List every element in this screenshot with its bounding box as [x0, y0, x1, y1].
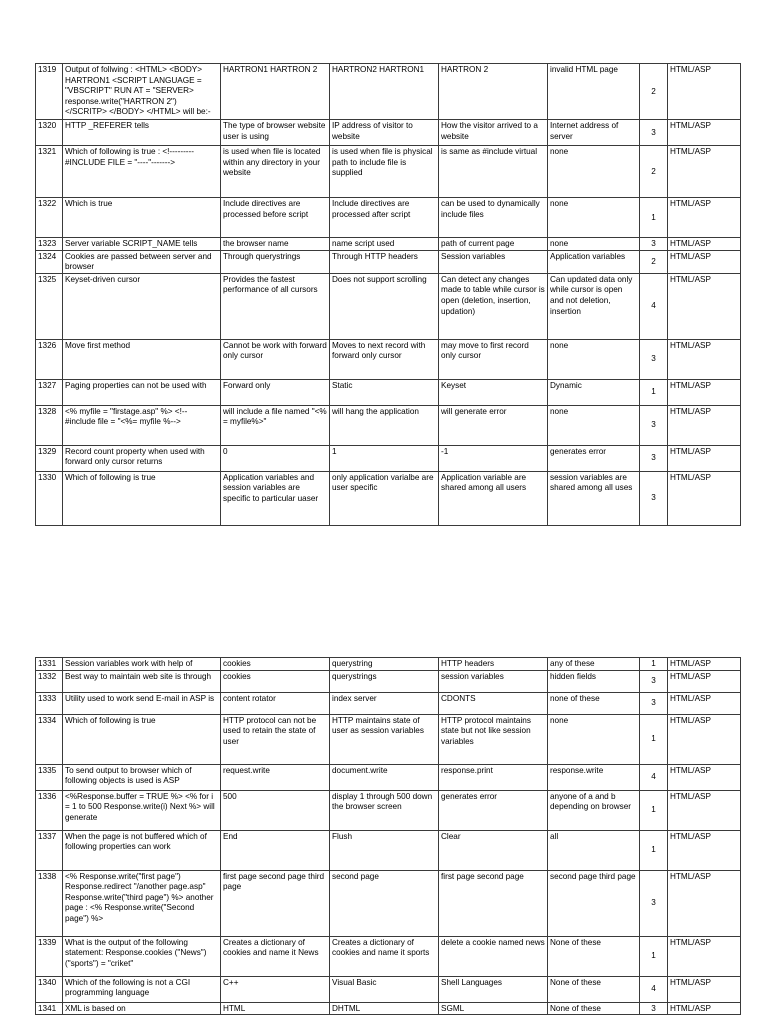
question-number: 1334	[36, 714, 63, 764]
option-d: Application variables	[548, 250, 640, 273]
question-number: 1332	[36, 670, 63, 692]
option-d: None of these	[548, 976, 640, 1002]
option-b: is used when file is physical path to include file is supplied	[330, 146, 439, 198]
option-a: HTTP protocol can not be used to retain the state of user	[221, 714, 330, 764]
category: HTML/ASP	[668, 339, 741, 379]
question-text: Cookies are passed between server and browser	[63, 250, 221, 273]
question-text: <%Response.buffer = TRUE %> <% for i = 1 to 500 Response.write(i) Next %> will generate	[63, 790, 221, 830]
answer-key: 1	[640, 198, 668, 238]
question-number: 1339	[36, 936, 63, 976]
option-b: DHTML	[330, 1002, 439, 1015]
option-a: End	[221, 830, 330, 870]
question-number: 1322	[36, 198, 63, 238]
question-row	[36, 64, 741, 120]
question-row	[36, 198, 741, 238]
question-row	[36, 146, 741, 198]
answer-key: 3	[640, 405, 668, 445]
option-b: document.write	[330, 764, 439, 790]
category: HTML/ASP	[668, 146, 741, 198]
option-c: path of current page	[439, 238, 548, 251]
option-d: none of these	[548, 692, 640, 714]
option-c: Clear	[439, 830, 548, 870]
option-b: querystrings	[330, 670, 439, 692]
option-c: generates error	[439, 790, 548, 830]
question-text: Which of following is true	[63, 471, 221, 525]
question-row	[36, 976, 741, 1002]
option-b: display 1 through 500 down the browser screen	[330, 790, 439, 830]
category: HTML/ASP	[668, 64, 741, 120]
question-text: Which of following is true : <!--------- #INCLUDE FILE = "----"------->	[63, 146, 221, 198]
option-b: Creates a dictionary of cookies and name it sports	[330, 936, 439, 976]
category: HTML/ASP	[668, 692, 741, 714]
option-a: is used when file is located within any directory in your website	[221, 146, 330, 198]
answer-key: 3	[640, 238, 668, 251]
question-number: 1336	[36, 790, 63, 830]
question-text: Which of following is true	[63, 714, 221, 764]
option-d: none	[548, 238, 640, 251]
question-number: 1329	[36, 445, 63, 471]
option-c: HTTP protocol maintains state but not like session variables	[439, 714, 548, 764]
question-text: Keyset-driven cursor	[63, 273, 221, 339]
question-row	[36, 670, 741, 692]
option-d: hidden fields	[548, 670, 640, 692]
option-a: cookies	[221, 670, 330, 692]
question-text: XML is based on	[63, 1002, 221, 1015]
answer-key: 3	[640, 339, 668, 379]
option-d: None of these	[548, 1002, 640, 1015]
option-a: HTML	[221, 1002, 330, 1015]
option-a: the browser name	[221, 238, 330, 251]
option-b: Through HTTP headers	[330, 250, 439, 273]
question-row	[36, 764, 741, 790]
answer-key: 4	[640, 976, 668, 1002]
question-number: 1337	[36, 830, 63, 870]
question-text: Session variables work with help of	[63, 658, 221, 671]
option-b: Static	[330, 379, 439, 405]
answer-key: 4	[640, 273, 668, 339]
option-b: HTTP maintains state of user as session variables	[330, 714, 439, 764]
category: HTML/ASP	[668, 238, 741, 251]
question-text: To send output to browser which of following objects is used is ASP	[63, 764, 221, 790]
option-d: anyone of a and b depending on browser	[548, 790, 640, 830]
question-row	[36, 714, 741, 764]
option-a: Include directives are processed before script	[221, 198, 330, 238]
option-d: none	[548, 714, 640, 764]
option-d: session variables are shared among all uses	[548, 471, 640, 525]
option-d: none	[548, 405, 640, 445]
option-a: first page second page third page	[221, 870, 330, 936]
category: HTML/ASP	[668, 379, 741, 405]
option-d: Can updated data only while cursor is open and not deletion, insertion	[548, 273, 640, 339]
question-text: Record count property when used with forward only cursor returns	[63, 445, 221, 471]
question-number: 1340	[36, 976, 63, 1002]
question-row	[36, 273, 741, 339]
option-a: Cannot be work with forward only cursor	[221, 339, 330, 379]
option-c: Can detect any changes made to table while cursor is open (deletion, insertion, updation)	[439, 273, 548, 339]
question-text: Utility used to work send E-mail in ASP is	[63, 692, 221, 714]
option-b: Include directives are processed after script	[330, 198, 439, 238]
question-row	[36, 870, 741, 936]
option-a: Through querystrings	[221, 250, 330, 273]
option-d: none	[548, 146, 640, 198]
question-number: 1320	[36, 120, 63, 146]
category: HTML/ASP	[668, 870, 741, 936]
question-table-1	[35, 63, 741, 526]
option-c: How the visitor arrived to a website	[439, 120, 548, 146]
answer-key: 2	[640, 250, 668, 273]
question-text: Server variable SCRIPT_NAME tells	[63, 238, 221, 251]
option-b: HARTRON2 HARTRON1	[330, 64, 439, 120]
question-row	[36, 936, 741, 976]
category: HTML/ASP	[668, 250, 741, 273]
option-a: 0	[221, 445, 330, 471]
answer-key: 1	[640, 790, 668, 830]
option-b: Moves to next record with forward only cursor	[330, 339, 439, 379]
answer-key: 1	[640, 830, 668, 870]
option-b: 1	[330, 445, 439, 471]
question-text: <% Response.write("first page") Response.redirect "/another page.asp" Response.write("third page") %> another page : <% Response.write("Second page") %>	[63, 870, 221, 936]
option-d: response.write	[548, 764, 640, 790]
option-d: none	[548, 339, 640, 379]
category: HTML/ASP	[668, 198, 741, 238]
question-row	[36, 120, 741, 146]
question-text: Which is true	[63, 198, 221, 238]
option-d: second page third page	[548, 870, 640, 936]
option-b: Does not support scrolling	[330, 273, 439, 339]
option-a: will include a file named "<% = myfile%>"	[221, 405, 330, 445]
question-row	[36, 692, 741, 714]
option-c: first page second page	[439, 870, 548, 936]
answer-key: 3	[640, 870, 668, 936]
option-c: -1	[439, 445, 548, 471]
option-d: any of these	[548, 658, 640, 671]
category: HTML/ASP	[668, 405, 741, 445]
question-text: Output of follwing : <HTML> <BODY> HARTRON1 <SCRIPT LANGUAGE = "VBSCRIPT" RUN AT = "SERVER> response.write("HARTRON 2") </SCRITP> </BODY> </HTML> will be:-	[63, 64, 221, 120]
option-c: Session variables	[439, 250, 548, 273]
answer-key: 3	[640, 445, 668, 471]
question-number: 1333	[36, 692, 63, 714]
option-a: Forward only	[221, 379, 330, 405]
option-d: none	[548, 198, 640, 238]
question-number: 1324	[36, 250, 63, 273]
question-number: 1341	[36, 1002, 63, 1015]
option-c: is same as #include virtual	[439, 146, 548, 198]
question-number: 1326	[36, 339, 63, 379]
option-b: name script used	[330, 238, 439, 251]
option-b: Visual Basic	[330, 976, 439, 1002]
category: HTML/ASP	[668, 976, 741, 1002]
answer-key: 3	[640, 471, 668, 525]
question-table-2	[35, 657, 741, 1015]
question-text: Best way to maintain web site is through	[63, 670, 221, 692]
option-c: response.print	[439, 764, 548, 790]
option-c: session variables	[439, 670, 548, 692]
category: HTML/ASP	[668, 120, 741, 146]
option-b: querystring	[330, 658, 439, 671]
option-a: The type of browser website user is using	[221, 120, 330, 146]
category: HTML/ASP	[668, 936, 741, 976]
answer-key: 1	[640, 936, 668, 976]
option-c: Keyset	[439, 379, 548, 405]
category: HTML/ASP	[668, 273, 741, 339]
category: HTML/ASP	[668, 471, 741, 525]
category: HTML/ASP	[668, 790, 741, 830]
answer-key: 3	[640, 1002, 668, 1015]
option-c: CDONTS	[439, 692, 548, 714]
option-c: Shell Languages	[439, 976, 548, 1002]
question-text: <% myfile = "firstage.asp" %> <!-- #include file = "<%= myfile %-->	[63, 405, 221, 445]
option-a: request.write	[221, 764, 330, 790]
question-row	[36, 250, 741, 273]
question-text: When the page is not buffered which of following properties can work	[63, 830, 221, 870]
question-text: Which of the following is not a CGI programming language	[63, 976, 221, 1002]
category: HTML/ASP	[668, 714, 741, 764]
question-row	[36, 1002, 741, 1015]
option-d: Internet address of server	[548, 120, 640, 146]
option-b: Flush	[330, 830, 439, 870]
question-row	[36, 658, 741, 671]
option-b: only application varialbe are user specific	[330, 471, 439, 525]
option-c: HTTP headers	[439, 658, 548, 671]
option-d: Dynamic	[548, 379, 640, 405]
category: HTML/ASP	[668, 764, 741, 790]
option-b: IP address of visitor to website	[330, 120, 439, 146]
question-number: 1338	[36, 870, 63, 936]
answer-key: 4	[640, 764, 668, 790]
option-a: Creates a dictionary of cookies and name it News	[221, 936, 330, 976]
question-number: 1328	[36, 405, 63, 445]
option-d: invalid HTML page	[548, 64, 640, 120]
answer-key: 1	[640, 658, 668, 671]
option-d: None of these	[548, 936, 640, 976]
question-number: 1335	[36, 764, 63, 790]
answer-key: 3	[640, 670, 668, 692]
question-row	[36, 471, 741, 525]
question-number: 1327	[36, 379, 63, 405]
question-number: 1321	[36, 146, 63, 198]
option-b: index server	[330, 692, 439, 714]
question-text: Move first method	[63, 339, 221, 379]
answer-key: 1	[640, 714, 668, 764]
option-a: Provides the fastest performance of all cursors	[221, 273, 330, 339]
answer-key: 3	[640, 692, 668, 714]
option-c: will generate error	[439, 405, 548, 445]
option-d: all	[548, 830, 640, 870]
option-c: HARTRON 2	[439, 64, 548, 120]
question-row	[36, 339, 741, 379]
option-a: Application variables and session variables are specific to particular uaser	[221, 471, 330, 525]
question-row	[36, 830, 741, 870]
option-a: cookies	[221, 658, 330, 671]
question-row	[36, 790, 741, 830]
category: HTML/ASP	[668, 658, 741, 671]
question-row	[36, 379, 741, 405]
option-a: 500	[221, 790, 330, 830]
question-number: 1323	[36, 238, 63, 251]
option-b: will hang the application	[330, 405, 439, 445]
question-row	[36, 238, 741, 251]
option-a: C++	[221, 976, 330, 1002]
category: HTML/ASP	[668, 445, 741, 471]
question-row	[36, 445, 741, 471]
question-row	[36, 405, 741, 445]
question-text: Paging properties can not be used with	[63, 379, 221, 405]
option-c: SGML	[439, 1002, 548, 1015]
option-c: can be used to dynamically include files	[439, 198, 548, 238]
answer-key: 3	[640, 120, 668, 146]
question-number: 1330	[36, 471, 63, 525]
option-a: HARTRON1 HARTRON 2	[221, 64, 330, 120]
question-number: 1325	[36, 273, 63, 339]
category: HTML/ASP	[668, 1002, 741, 1015]
answer-key: 1	[640, 379, 668, 405]
option-d: generates error	[548, 445, 640, 471]
option-c: Application variable are shared among all users	[439, 471, 548, 525]
answer-key: 2	[640, 146, 668, 198]
answer-key: 2	[640, 64, 668, 120]
option-a: content rotator	[221, 692, 330, 714]
option-c: delete a cookie named news	[439, 936, 548, 976]
option-c: may move to first record only cursor	[439, 339, 548, 379]
category: HTML/ASP	[668, 830, 741, 870]
option-b: second page	[330, 870, 439, 936]
question-text: HTTP _REFERER tells	[63, 120, 221, 146]
category: HTML/ASP	[668, 670, 741, 692]
question-text: What is the output of the following statement: Response.cookies ("News") ("sports") = "criket"	[63, 936, 221, 976]
question-number: 1319	[36, 64, 63, 120]
question-number: 1331	[36, 658, 63, 671]
